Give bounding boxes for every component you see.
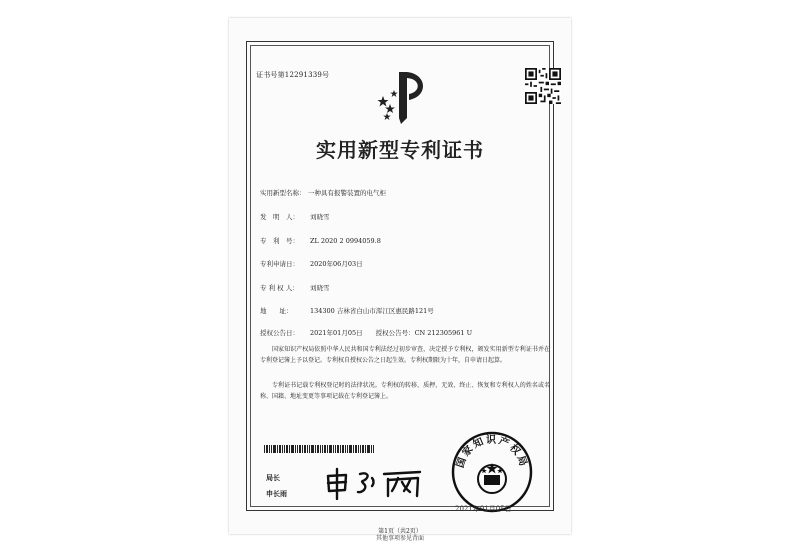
certificate-title: 实用新型专利证书 [316, 138, 484, 162]
official-seal-icon [451, 431, 533, 513]
field-inventor [260, 212, 330, 221]
field-value: 刘晓雪 [310, 284, 330, 292]
field-application-date [260, 259, 363, 268]
field-utility-model-name [260, 188, 386, 197]
qr-code-icon [525, 68, 561, 104]
field-patent-number [260, 236, 381, 245]
field-label: 专利申请日： [260, 260, 299, 268]
field-publication-date [260, 328, 472, 337]
field-value: 刘晓雪 [310, 213, 330, 221]
field-address [260, 306, 434, 315]
field-value: ZL 2020 2 0994059.8 [310, 237, 381, 245]
field-patentee [260, 283, 330, 292]
field-value: 2020年06月03日 [310, 260, 363, 268]
field-label: 地 址： [260, 307, 293, 315]
director-name: 申长雨 [266, 490, 287, 498]
certificate-sheet [229, 18, 571, 534]
patent-office-emblem-icon [377, 66, 431, 124]
field-value: 134300 吉林省白山市浑江区惠民路121号 [310, 307, 434, 315]
seal-text: 国家知识产权局 [455, 435, 529, 470]
grant-paragraph: 国家知识产权局依照中华人民共和国专利法经过初步审查，决定授予专利权，颁发实用新型专利证书并在专利登记簿上予以登记。专利权自授权公告之日起生效。专利权期限为十年，自申请日起算。 [260, 346, 550, 364]
field-value: 一种具有报警装置的电气柜 [308, 189, 386, 197]
director-signature-icon [322, 466, 432, 500]
barcode-icon [264, 445, 374, 453]
field-label: 专 利 权 人： [260, 284, 299, 292]
page-number: 第1页（共2页） [378, 528, 422, 535]
field-label: 授权公告日： [260, 329, 299, 337]
certificate-number: 证书号第12291339号 [256, 71, 330, 79]
seal-date: 2021年01月05日 [455, 505, 512, 513]
legal-status-paragraph: 专利证书记载专利权登记时的法律状况。专利权的转移、质押、无效、终止、恢复和专利权人的姓名或名称、国籍、地址变更等事项记载在专利登记簿上。 [260, 382, 550, 400]
field-label: 实用新型名称： [260, 189, 306, 197]
director-title: 局长 [266, 474, 280, 482]
field-label: 发 明 人： [260, 213, 299, 221]
footnote: 其他事项参见背面 [375, 535, 424, 542]
field-label: 专 利 号： [260, 237, 299, 245]
field-value: 2021年01月05日 授权公告号：CN 212305961 U [310, 329, 473, 337]
